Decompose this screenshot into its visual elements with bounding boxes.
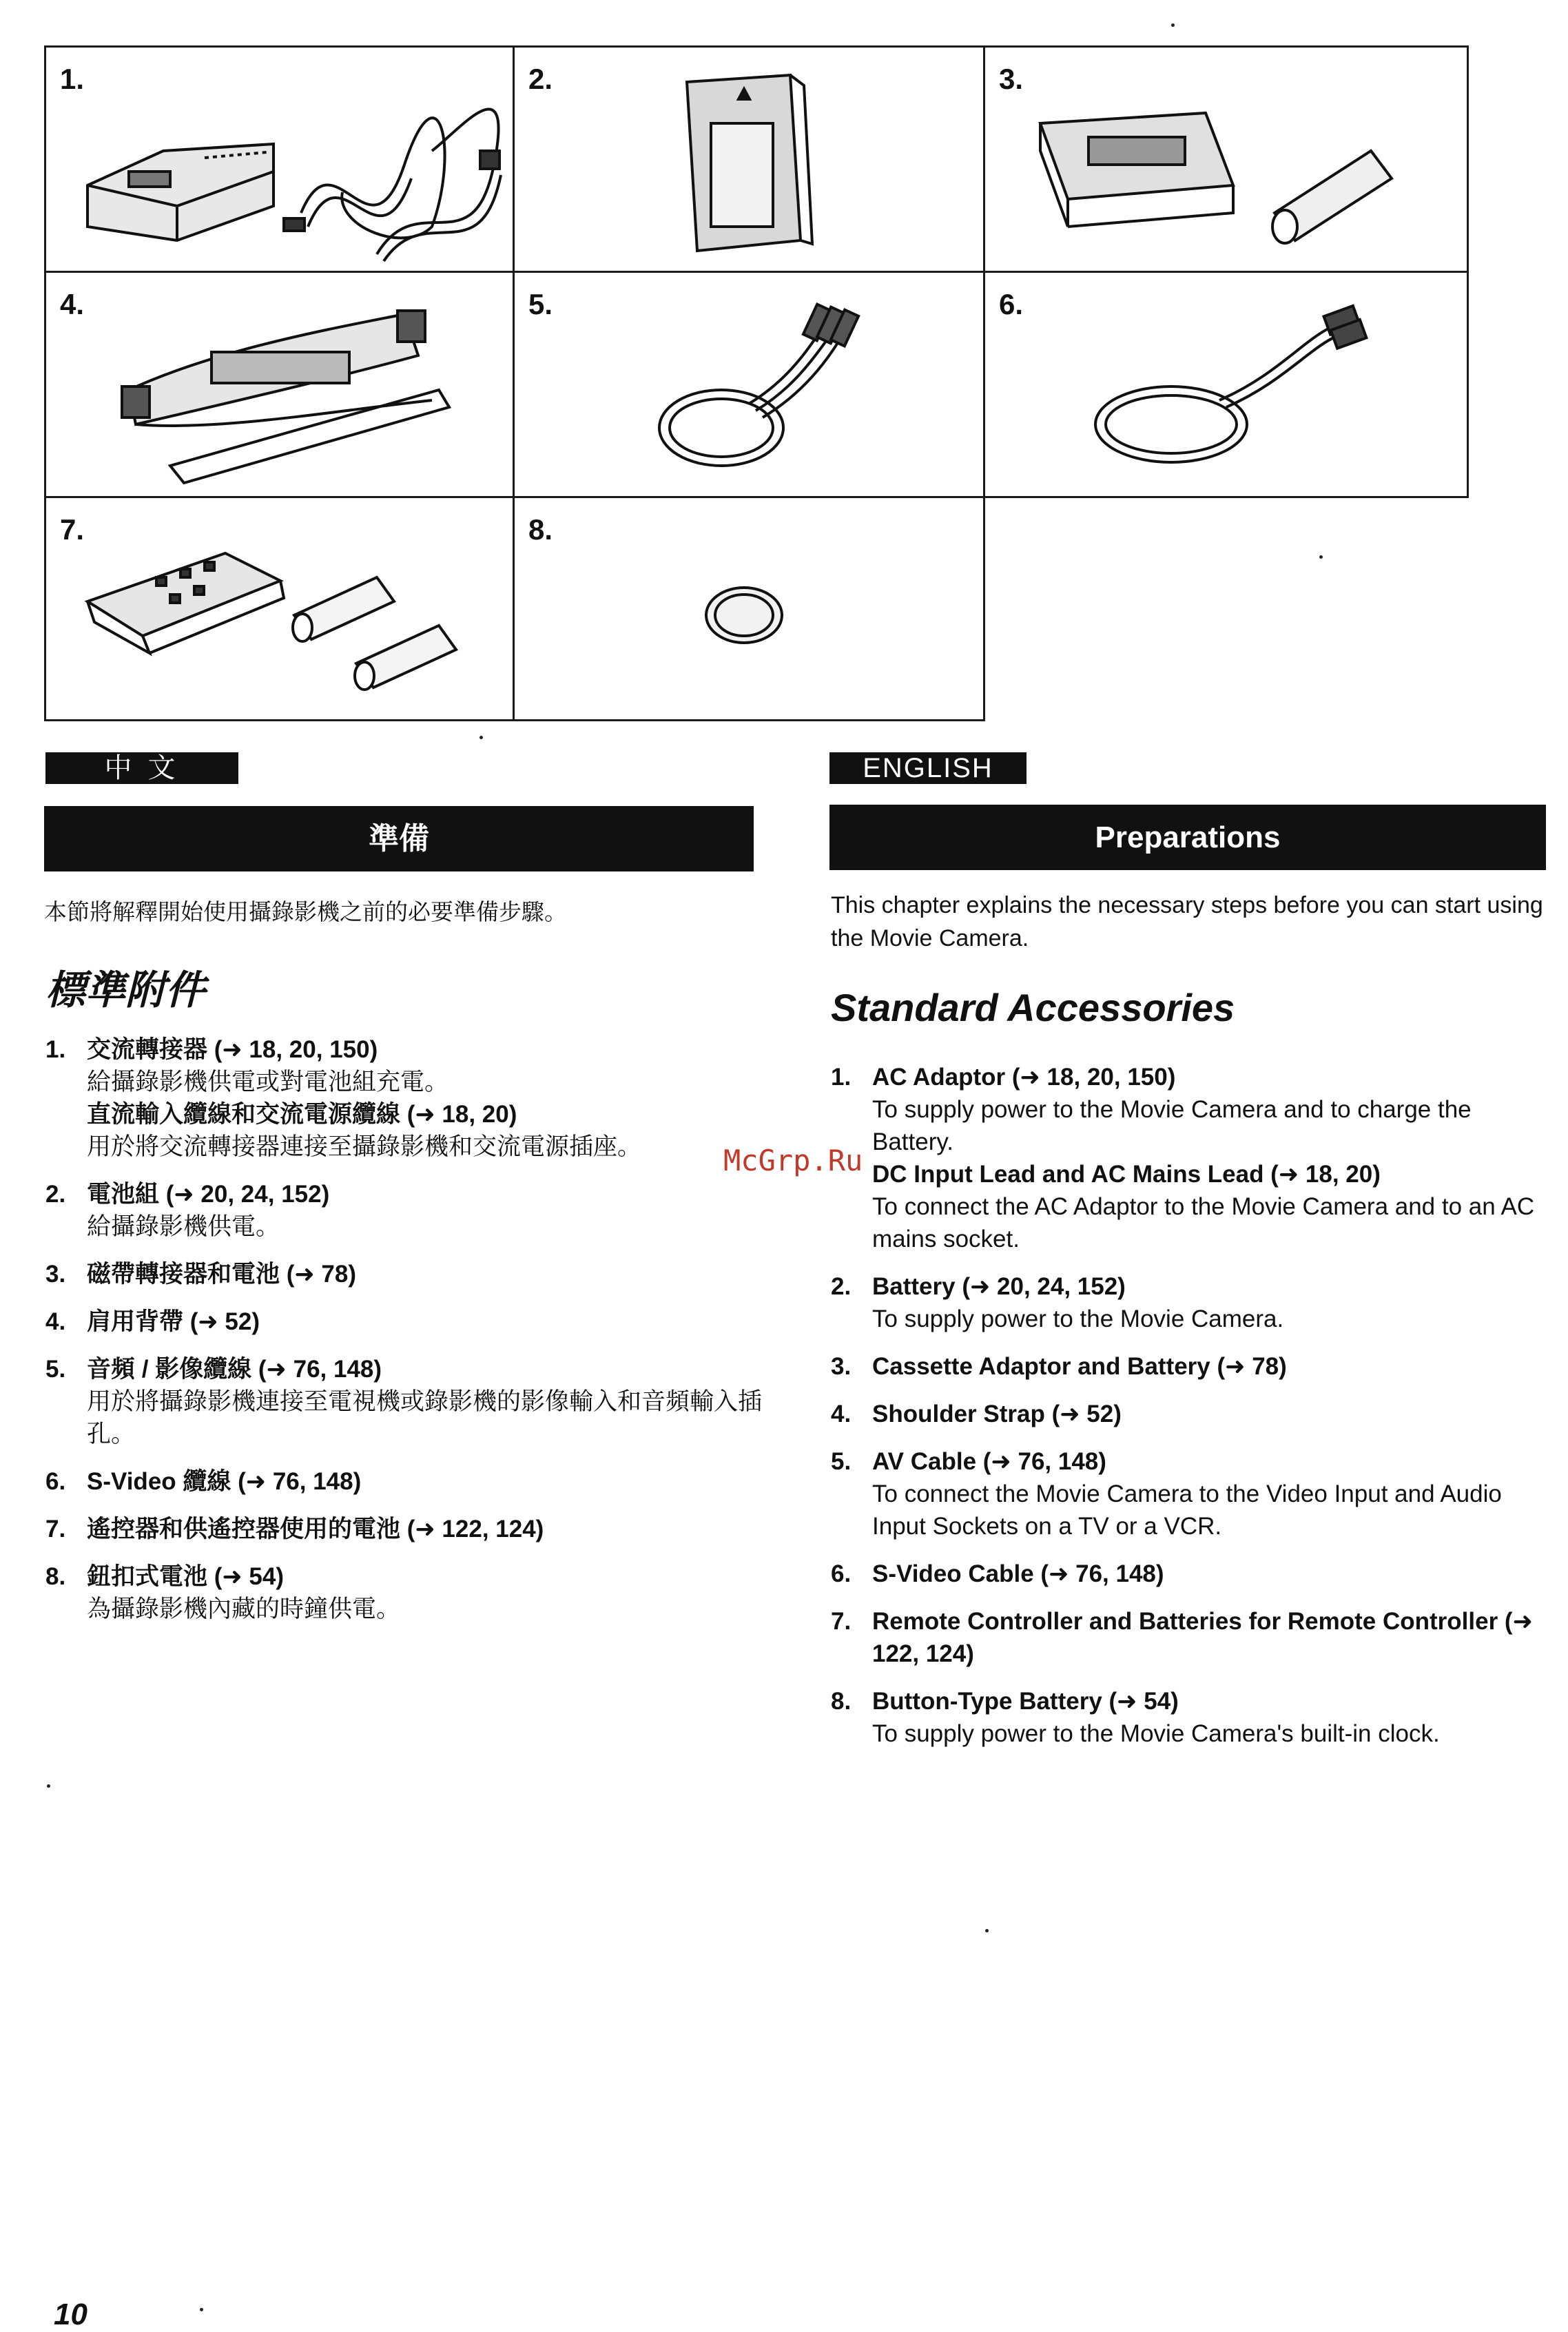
item-number: 6.	[45, 1468, 66, 1495]
item-title: 鈕扣式電池 (➜ 54)	[87, 1563, 285, 1590]
english-accessory-list	[831, 1061, 1554, 1765]
list-item	[831, 1061, 1554, 1255]
item-number: 4.	[45, 1308, 66, 1335]
accessory-number: 6.	[999, 288, 1024, 320]
item-title: 遙控器和供遙控器使用的電池 (➜ 122, 124)	[87, 1516, 544, 1542]
list-item	[45, 1178, 769, 1243]
item-number: 2.	[45, 1181, 66, 1208]
item-description: To supply power to the Movie Camera's built-in clock.	[872, 1720, 1440, 1747]
accessory-cell-2	[513, 45, 985, 273]
list-item	[831, 1445, 1554, 1542]
item-description: 給攝錄影機供電。	[87, 1213, 280, 1240]
chinese-accessory-list	[45, 1033, 769, 1640]
item-title: AC Adaptor (➜ 18, 20, 150)	[872, 1064, 1176, 1091]
item-description: 用於將交流轉接器連接至攝錄影機和交流電源插座。	[87, 1133, 642, 1160]
list-item	[45, 1353, 769, 1450]
item-number: 3.	[45, 1261, 66, 1288]
language-tag-chinese: 中 文	[45, 752, 238, 784]
scan-speck	[479, 736, 483, 739]
item-title: 電池組 (➜ 20, 24, 152)	[87, 1181, 330, 1208]
battery-pack-icon	[515, 48, 987, 275]
accessory-number: 8.	[528, 513, 553, 546]
shoulder-strap-icon	[46, 273, 517, 500]
chinese-section-heading: 準備	[44, 806, 754, 871]
item-description: 用於將攝錄影機連接至電視機或錄影機的影像輸入和音頻輸入插孔。	[87, 1388, 763, 1447]
english-intro: This chapter explains the necessary steps before you can start using the Movie Camera.	[831, 892, 1543, 951]
accessory-number: 4.	[60, 288, 85, 320]
language-tag-english: ENGLISH	[829, 752, 1027, 784]
item-title: Remote Controller and Batteries for Remote Controller (➜ 122, 124)	[872, 1608, 1533, 1667]
item-number: 7.	[831, 1608, 852, 1635]
item-description: To connect the AC Adaptor to the Movie Camera and to an AC mains socket.	[872, 1193, 1535, 1252]
accessory-cell-1	[44, 45, 515, 273]
item-description: To connect the Movie Camera to the Video Input and Audio Input Sockets on a TV or a VCR.	[872, 1480, 1502, 1540]
list-item	[45, 1306, 769, 1338]
item-description: To supply power to the Movie Camera.	[872, 1306, 1284, 1332]
item-number: 2.	[831, 1273, 852, 1300]
scan-speck	[200, 2308, 203, 2311]
page-number: 10	[54, 2298, 87, 2331]
list-item	[45, 1465, 769, 1498]
item-number: 8.	[831, 1688, 852, 1715]
item-title: AV Cable (➜ 76, 148)	[872, 1448, 1106, 1475]
list-item	[831, 1558, 1554, 1590]
item-title: S-Video Cable (➜ 76, 148)	[872, 1560, 1164, 1587]
scan-speck	[47, 1784, 50, 1788]
av-cable-icon	[515, 273, 987, 500]
scan-speck	[985, 1929, 989, 1932]
s-video-cable-icon	[985, 273, 1471, 500]
item-title: 磁帶轉接器和電池 (➜ 78)	[87, 1261, 357, 1288]
item-title: S-Video 纜線 (➜ 76, 148)	[87, 1468, 362, 1495]
list-item	[831, 1350, 1554, 1383]
list-item	[831, 1605, 1554, 1670]
remote-controller-and-batteries-icon	[46, 498, 517, 723]
accessory-number: 5.	[528, 288, 553, 320]
list-item	[831, 1270, 1554, 1335]
list-item	[45, 1513, 769, 1545]
item-title: 直流輸入纜線和交流電源纜線 (➜ 18, 20)	[87, 1101, 517, 1128]
chinese-section-title: 標準附件	[45, 968, 206, 1013]
item-title: Cassette Adaptor and Battery (➜ 78)	[872, 1353, 1287, 1380]
accessory-cell-6	[983, 271, 1469, 498]
item-description: 為攝錄影機內藏的時鐘供電。	[87, 1596, 401, 1622]
accessory-number: 3.	[999, 63, 1024, 95]
item-number: 5.	[831, 1448, 852, 1475]
item-number: 8.	[45, 1563, 66, 1590]
item-number: 4.	[831, 1401, 852, 1427]
item-title: Battery (➜ 20, 24, 152)	[872, 1273, 1126, 1300]
accessory-cell-8	[513, 496, 985, 721]
item-description: To supply power to the Movie Camera and to charge the Battery.	[872, 1096, 1472, 1155]
item-number: 5.	[45, 1356, 66, 1383]
accessory-grid	[44, 45, 1469, 721]
accessory-number: 7.	[60, 513, 85, 546]
ac-adaptor-and-leads-icon	[46, 48, 517, 275]
accessory-cell-4	[44, 271, 515, 498]
list-item	[831, 1398, 1554, 1430]
chinese-intro: 本節將解釋開始使用攝錄影機之前的必要準備步驟。	[44, 899, 567, 925]
item-title: 音頻 / 影像纜線 (➜ 76, 148)	[87, 1356, 382, 1383]
accessory-cell-7	[44, 496, 515, 721]
watermark-text: McGrp.Ru	[723, 1144, 863, 1177]
item-title: DC Input Lead and AC Mains Lead (➜ 18, 20)	[872, 1161, 1381, 1188]
accessory-cell-5	[513, 271, 985, 498]
english-section-heading: Preparations	[829, 805, 1546, 870]
scan-speck	[1171, 23, 1175, 27]
list-item	[45, 1560, 769, 1625]
item-number: 1.	[45, 1036, 66, 1063]
item-title: 肩用背帶 (➜ 52)	[87, 1308, 260, 1335]
item-title: 交流轉接器 (➜ 18, 20, 150)	[87, 1036, 378, 1063]
item-description: 給攝錄影機供電或對電池組充電。	[87, 1069, 449, 1095]
item-number: 3.	[831, 1353, 852, 1380]
scan-speck	[1319, 555, 1323, 559]
item-title: Button-Type Battery (➜ 54)	[872, 1688, 1179, 1715]
list-item	[45, 1033, 769, 1163]
item-number: 7.	[45, 1516, 66, 1542]
button-type-battery-icon	[515, 498, 987, 723]
cassette-adaptor-and-battery-icon	[985, 48, 1471, 275]
item-title: Shoulder Strap (➜ 52)	[872, 1401, 1122, 1427]
item-number: 1.	[831, 1064, 852, 1091]
item-number: 6.	[831, 1560, 852, 1587]
list-item	[45, 1258, 769, 1290]
english-section-title: Standard Accessories	[831, 986, 1235, 1029]
accessory-number: 1.	[60, 63, 85, 95]
accessory-number: 2.	[528, 63, 553, 95]
accessory-cell-3	[983, 45, 1469, 273]
list-item	[831, 1685, 1554, 1750]
